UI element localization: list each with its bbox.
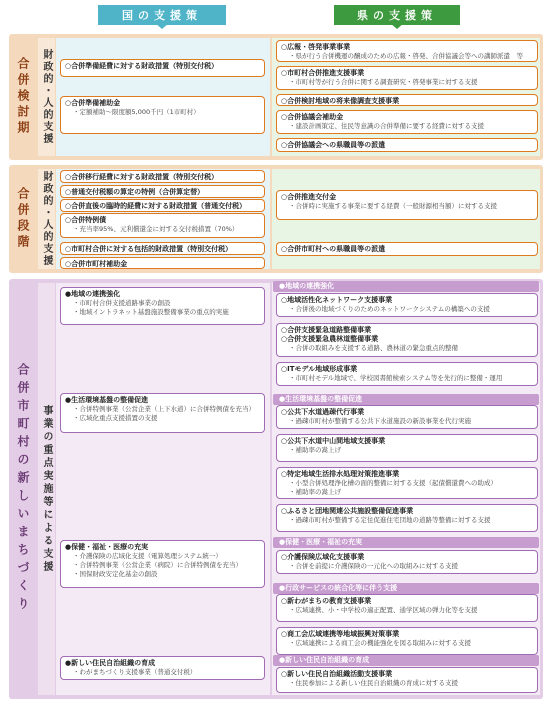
prefecture-category-header: ●新しい住民自治組織の育成 bbox=[273, 655, 539, 666]
item-detail: ・過疎市町村が整備する公共下水道施設の新設事業を代行実施 bbox=[289, 417, 471, 425]
ken-c-item bbox=[276, 362, 538, 386]
item-detail: ・合併を前提に介護保険の一元化への取組みに対する支援 bbox=[289, 562, 458, 570]
item-detail: ・市町村モデル地域で、学校図書館検索システム等を先行的に整備・運用 bbox=[289, 374, 503, 382]
prefecture-category-header: ●保健・医療・福祉の充実 bbox=[273, 537, 539, 548]
ken-c-item bbox=[276, 323, 538, 357]
section-label-consideration: 合併検討期 bbox=[16, 57, 30, 137]
ken-c-item bbox=[276, 594, 538, 622]
header-national-support: 国の支援策 bbox=[98, 5, 226, 25]
item-title: ●生活環境基盤の整備促進 bbox=[65, 396, 149, 404]
ken-a-item bbox=[276, 40, 538, 62]
national-bg-c bbox=[56, 283, 270, 695]
item-detail: ・地域イントラネット基盤施設整備事業の重点的実施 bbox=[73, 308, 229, 316]
item-title: ○合併市町村補助金 bbox=[65, 260, 128, 268]
item-title: ○合併検討地域の将来像調査支援事業 bbox=[281, 97, 400, 105]
purpose-label-consideration: 財政的・人的支援 bbox=[38, 38, 55, 156]
ken-c-item bbox=[276, 627, 538, 655]
ken-c-item bbox=[276, 550, 538, 574]
ken-b-item bbox=[276, 190, 538, 220]
kuni-b-item bbox=[60, 170, 265, 183]
ken-c-item bbox=[276, 405, 538, 429]
item-title: ○ITモデル地域形成事業 bbox=[281, 365, 358, 373]
kuni-a-item bbox=[60, 96, 265, 134]
item-detail: ・補助率の嵩上げ bbox=[289, 488, 341, 496]
item-title: ○新わがまちの教育支援事業 bbox=[281, 597, 372, 605]
item-title: ●保健・福祉・医療の充実 bbox=[65, 543, 149, 551]
kuni-b-item bbox=[60, 213, 265, 238]
item-title: ○合併直後の臨時的経費に対する財政措置（普通交付税） bbox=[65, 202, 247, 210]
ken-c-item bbox=[276, 504, 538, 532]
ken-b-item bbox=[276, 242, 538, 256]
item-title: ○合併協議会補助金 bbox=[281, 113, 344, 121]
header-arrow-national bbox=[155, 23, 169, 29]
item-detail: ・合併特例事業（公営企業（上下水道）に合併特例債を充当） bbox=[73, 405, 255, 413]
item-title: ○合併市町村への県職員等の派遣 bbox=[281, 245, 386, 253]
item-detail: ・小型合併処理浄化槽の面的整備に対する支援（起債償還費への助成） bbox=[289, 479, 497, 487]
item-detail: ・定額補助～限度額5,000千円（1市町村） bbox=[73, 108, 200, 116]
item-title: ○普通交付税額の算定の特例（合併算定替） bbox=[65, 188, 205, 196]
item-detail: ・充当率95%、元利償還金に対する交付税措置（70%） bbox=[73, 225, 239, 233]
item-detail: ・広域連携、小・中学校の適正配置、通学区域の弾力化等を支援 bbox=[289, 606, 478, 614]
section-label-merger-stage: 合併段階 bbox=[16, 187, 30, 251]
kuni-a-item bbox=[60, 59, 265, 77]
item-title: ○公共下水道中山間地域支援事業 bbox=[281, 437, 386, 445]
item-title: ○広報・啓発事業事業 bbox=[281, 43, 351, 51]
prefecture-category-header: ●地域の連携強化 bbox=[273, 281, 539, 292]
item-detail: ・広域連携による商工会の機能強化を図る取組みに対する支援 bbox=[289, 639, 471, 647]
item-title: ○介護保険広域化支援事業 bbox=[281, 553, 365, 561]
kuni-b-item bbox=[60, 185, 265, 198]
item-title: ○商工会広域連携等地域振興対策事業 bbox=[281, 630, 400, 638]
ken-c-item bbox=[276, 667, 538, 693]
item-title: ○合併準備経費に対する財政措置（特別交付税） bbox=[65, 62, 219, 70]
item-title: ○特定地域生活排水処理対策推進事業 bbox=[281, 470, 400, 478]
prefecture-category-header: ●行政サービスの統合化等に伴う支援 bbox=[273, 583, 539, 594]
kuni-c-item bbox=[60, 393, 265, 433]
item-detail: ・合併時に実施する事業に要する経費（一般財源相当額）に対する支援 bbox=[289, 202, 497, 210]
kuni-c-item bbox=[60, 287, 265, 325]
ken-a-item bbox=[276, 94, 538, 106]
kuni-b-item bbox=[60, 199, 265, 212]
item-title: ○公共下水道過疎代行事業 bbox=[281, 408, 365, 416]
kuni-c-item bbox=[60, 540, 265, 588]
kuni-b-item bbox=[60, 242, 265, 255]
kuni-c-item bbox=[60, 656, 265, 680]
item-detail: ・県が行う合併機運の醸成のための広報・啓発、合併協議会等への講師派遣 等 bbox=[289, 52, 523, 60]
ken-c-item bbox=[276, 434, 538, 462]
ken-a-item bbox=[276, 138, 538, 152]
item-title: ○合併推進交付金 bbox=[281, 193, 337, 201]
item-detail: ・わがまちづくり支援事業（普通交付税） bbox=[73, 668, 197, 676]
item-detail: ・国保財政安定化基金の創設 bbox=[73, 570, 158, 578]
item-title: ○合併準備補助金 bbox=[65, 99, 121, 107]
item-title: ○合併特例債 bbox=[65, 216, 107, 224]
item-detail: ・合併後の地域づくりのためのネットワークシステムの構築への支援 bbox=[289, 305, 490, 313]
kuni-b-item bbox=[60, 257, 265, 269]
item-detail: ・建設計画策定、住民等意識の合併準備に要する経費に対する支援 bbox=[289, 122, 484, 130]
item-title: ○市町村合併に対する包括的財政措置（特別交付税） bbox=[65, 245, 233, 253]
item-detail: ・市町村合併支援道路事業の創設 bbox=[73, 299, 171, 307]
item-title: ○地域活性化ネットワーク支援事業 bbox=[281, 296, 393, 304]
header-prefecture-support: 県の支援策 bbox=[334, 5, 460, 25]
item-detail: ・介護保険の広域化支援（電算処理システム統一） bbox=[73, 552, 222, 560]
item-title: ○合併移行経費に対する財政措置（特別交付税） bbox=[65, 173, 219, 181]
item-title: ○新しい住民自治組織活動支援事業 bbox=[281, 670, 393, 678]
section-label-new-town: 合併市町村の新しいまちづくり bbox=[16, 363, 30, 615]
purpose-label-merger-stage: 財政的・人的支援 bbox=[38, 169, 55, 269]
prefecture-category-header: ●生活環境基盤の整備促進 bbox=[273, 394, 539, 405]
item-title: ●地域の連携強化 bbox=[65, 290, 121, 298]
item-title: ○合併協議会への県職員等の派遣 bbox=[281, 141, 386, 149]
ken-c-item bbox=[276, 467, 538, 499]
header-arrow-prefecture bbox=[390, 23, 404, 29]
ken-a-item bbox=[276, 66, 538, 90]
item-detail: ・過疎市町村が整備する定住促進住宅団地の道路等整備に対する支援 bbox=[289, 516, 491, 524]
item-detail: ・住民参加による新しい住民自治組織の育成に対する支援 bbox=[289, 679, 458, 687]
item-title: ○ふるさと団地関連公共施設整備促進事業 bbox=[281, 507, 414, 515]
item-detail: ・合併の取組みを支援する道路、農林道の緊急重点的整備 bbox=[289, 344, 458, 352]
ken-a-item bbox=[276, 110, 538, 134]
item-title: ○市町村合併推進支援事業 bbox=[281, 69, 365, 77]
item-title: ○合併支援緊急道路整備事業 ○合併支援緊急農林道整備事業 bbox=[281, 326, 379, 343]
item-detail: ・広域化重点支援措置の支援 bbox=[73, 414, 158, 422]
item-detail: ・補助率の嵩上げ bbox=[289, 446, 341, 454]
ken-c-item bbox=[276, 293, 538, 317]
purpose-label-new-town: 事業の重点実施等による支援 bbox=[38, 283, 55, 695]
item-detail: ・合併特例事業（公営企業（病院）に合併特例債を充当） bbox=[73, 561, 242, 569]
item-title: ●新しい住民自治組織の育成 bbox=[65, 659, 156, 667]
item-detail: ・市町村等が行う合併に関する調査研究・啓発事業に対する支援 bbox=[289, 78, 478, 86]
